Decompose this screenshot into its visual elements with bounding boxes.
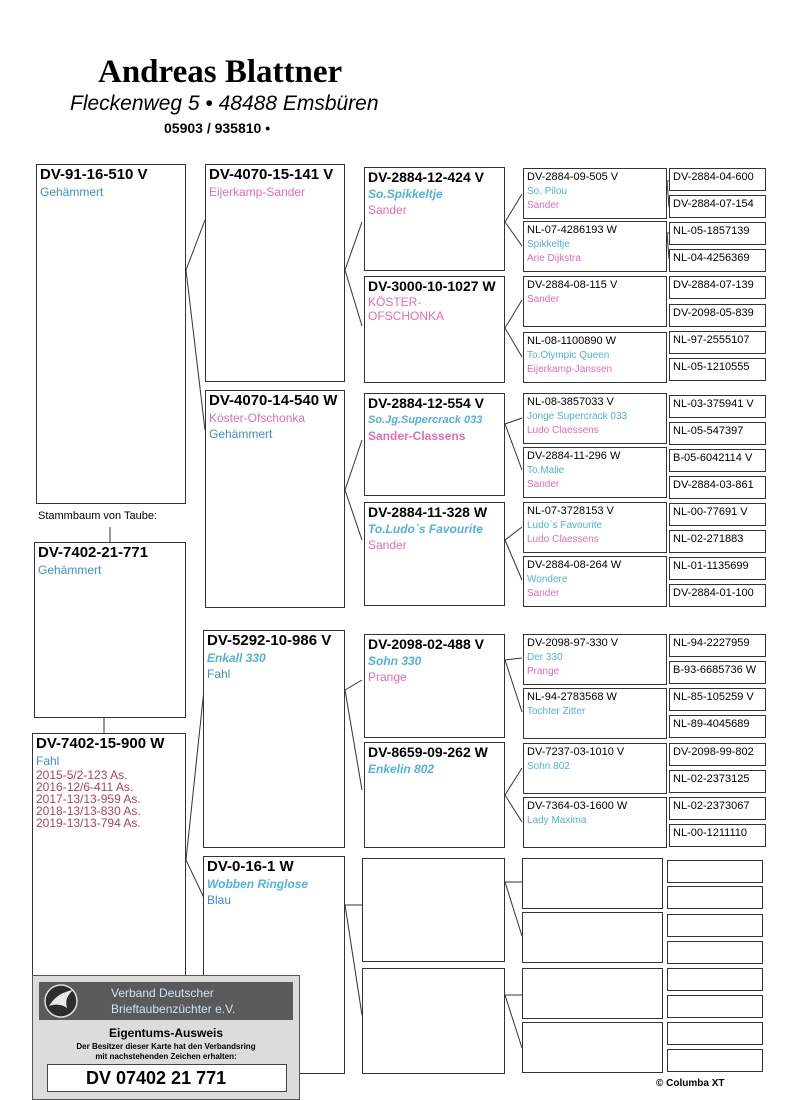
gen4-line: Sander (527, 588, 560, 599)
gen2-line: Enkall 330 (207, 651, 266, 665)
gen5-box[interactable] (669, 358, 766, 381)
gen4-line: To.Malie (527, 465, 565, 476)
gen2-line: Fahl (207, 667, 231, 681)
gen4-box[interactable] (523, 502, 667, 553)
gen5-ring: NL-89-4045689 (673, 718, 750, 730)
gen5-ring: DV-2884-01-100 (673, 587, 754, 599)
gen5-ring: NL-02-2373067 (673, 800, 750, 812)
dam-box[interactable] (32, 733, 186, 978)
dam-result: 2017-13/13-959 As. (36, 792, 141, 806)
gen4-line: Sander (527, 294, 560, 305)
gen3-box[interactable] (364, 742, 505, 848)
breeder-address: Fleckenweg 5 • 48488 Emsbüren (70, 92, 379, 115)
gen4-box[interactable] (523, 743, 667, 794)
gen4-line: Ludo`s Favourite (527, 520, 603, 531)
gen4-line: To.Olympic Queen (527, 350, 610, 361)
gen3-line: Sander (368, 203, 407, 217)
gen5-box[interactable] (669, 530, 766, 553)
gen5-box[interactable] (669, 395, 766, 418)
gen4-line: Sohn 802 (527, 761, 570, 772)
gen2-line: Eijerkamp-Sander (209, 185, 306, 199)
sire-color: Gehämmert (40, 185, 104, 199)
gen4-ring: DV-2884-11-296 W (527, 450, 621, 462)
gen4-box[interactable] (523, 556, 667, 607)
gen4-ring: NL-07-4286193 W (527, 224, 617, 236)
gen4-box[interactable] (522, 858, 663, 909)
gen3-line: Enkelin 802 (368, 762, 435, 776)
gen4-box[interactable] (523, 447, 667, 498)
gen3-box[interactable] (364, 502, 505, 606)
gen5-box[interactable] (667, 886, 763, 909)
gen5-box[interactable] (669, 797, 766, 820)
gen4-line: Ludo Claessens (527, 534, 599, 545)
card-text: mit nachstehenden Zeichen erhalten: (95, 1052, 237, 1061)
gen4-ring: NL-08-3857033 V (527, 396, 614, 408)
gen5-box[interactable] (669, 661, 766, 684)
card-title: Eigentums-Ausweis (108, 1026, 224, 1040)
gen5-box[interactable] (669, 222, 766, 245)
gen5-ring: B-93-6685736 W (673, 664, 757, 676)
gen4-line: Eijerkamp-Janssen (527, 364, 613, 375)
gen3-line: So.Spikkeltje (368, 187, 443, 201)
gen3-box[interactable] (362, 968, 505, 1074)
gen5-ring: NL-85-105259 V (673, 691, 754, 703)
gen5-box[interactable] (669, 688, 766, 711)
gen5-box[interactable] (667, 941, 763, 964)
gen4-box[interactable] (523, 332, 667, 383)
gen3-line: To.Ludo`s Favourite (368, 522, 483, 536)
gen5-ring: NL-02-271883 (673, 533, 744, 545)
gen5-box[interactable] (669, 331, 766, 354)
card-text: Der Besitzer dieser Karte hat den Verbandsring (76, 1042, 256, 1051)
gen3-line: Sander (368, 538, 407, 552)
gen4-line: Wondere (527, 574, 568, 585)
gen5-ring: B-05-6042114 V (673, 452, 753, 464)
gen4-line: Ludo Claessens (527, 425, 599, 436)
gen3-ring: DV-3000-10-1027 W (368, 278, 496, 294)
gen4-line: Lady Maxima (527, 815, 587, 826)
dam-color: Fahl (36, 754, 60, 768)
gen5-ring: DV-2098-99-802 (673, 746, 754, 758)
breeder-phone: 05903 / 935810 • (164, 120, 271, 136)
gen2-line: Köster-Ofschonka (209, 411, 306, 425)
gen2-box[interactable] (205, 164, 345, 382)
gen5-ring: NL-02-2373125 (673, 773, 750, 785)
gen5-ring: NL-05-1210555 (673, 361, 750, 373)
gen5-box[interactable] (669, 715, 766, 738)
gen5-box[interactable] (669, 422, 766, 445)
gen3-ring: DV-2884-12-424 V (368, 169, 484, 185)
gen4-ring (523, 859, 662, 861)
gen5-ring: NL-05-1857139 (673, 225, 750, 237)
gen3-ring: DV-8659-09-262 W (368, 744, 488, 760)
gen5-box[interactable] (669, 584, 766, 607)
gen4-ring: DV-2884-08-264 W (527, 559, 622, 571)
gen3-box[interactable] (362, 858, 505, 962)
gen5-box[interactable] (669, 503, 766, 526)
gen5-box[interactable] (669, 770, 766, 793)
gen4-box[interactable] (523, 797, 667, 848)
gen5-box[interactable] (667, 1049, 763, 1072)
gen5-ring (668, 1050, 762, 1052)
gen5-ring: DV-2884-03-861 (673, 479, 754, 491)
gen5-box[interactable] (667, 968, 763, 991)
subject-color: Gehämmert (38, 563, 102, 577)
pedigree-label: Stammbaum von Taube: (38, 510, 158, 522)
gen4-box[interactable] (523, 688, 667, 739)
gen2-ring: DV-4070-15-141 V (209, 166, 334, 183)
gen5-ring: NL-03-375941 V (673, 398, 754, 410)
gen5-ring: NL-00-77691 V (673, 506, 748, 518)
sire-ring: DV-91-16-510 V (40, 166, 148, 183)
gen5-box[interactable] (667, 914, 763, 937)
gen4-ring (523, 969, 662, 971)
gen4-line: Sander (527, 479, 560, 490)
gen5-box[interactable] (669, 249, 766, 272)
gen4-box[interactable] (523, 634, 667, 685)
gen4-box[interactable] (523, 393, 667, 444)
gen2-line: Blau (207, 893, 232, 907)
gen4-line: Prange (527, 666, 560, 677)
gen5-ring: NL-97-2555107 (673, 334, 750, 346)
gen5-box[interactable] (667, 860, 763, 883)
gen4-box[interactable] (522, 968, 663, 1019)
gen5-box[interactable] (669, 304, 766, 327)
gen2-line: Gehämmert (209, 427, 273, 441)
card-org-line2: Brieftaubenzüchter e.V. (111, 1002, 236, 1016)
gen5-box[interactable] (667, 1022, 763, 1045)
gen4-line: Tochter Zitter (527, 706, 586, 717)
dam-result: 2019-13/13-794 As. (36, 816, 141, 830)
gen4-ring: NL-07-3728153 V (527, 505, 614, 517)
dam-result: 2018-13/13-830 As. (36, 804, 141, 818)
gen2-box[interactable] (205, 390, 345, 608)
gen3-line: Sohn 330 (368, 654, 422, 668)
gen5-ring: DV-2098-05-839 (673, 307, 754, 319)
gen5-ring (668, 915, 762, 917)
gen4-line: Der 330 (527, 652, 563, 663)
gen3-line: OFSCHONKA (368, 309, 445, 323)
gen3-line: Sander-Classens (368, 429, 466, 443)
card-ring-field (47, 1064, 287, 1092)
gen3-line: Prange (368, 670, 407, 684)
gen5-ring (668, 1023, 762, 1025)
gen2-box[interactable] (203, 630, 345, 848)
card-ring-number: DV 07402 21 771 (86, 1068, 227, 1088)
gen2-ring: DV-5292-10-986 V (207, 632, 332, 649)
gen5-box[interactable] (667, 995, 763, 1018)
gen5-box[interactable] (669, 276, 766, 299)
gen5-ring: DV-2884-07-139 (673, 279, 754, 291)
gen3-line: So.Jg.Supercrack 033 (368, 414, 483, 426)
breeder-name: Andreas Blattner (98, 54, 343, 90)
gen4-box[interactable] (523, 221, 667, 272)
gen4-box[interactable] (522, 912, 663, 963)
gen3-ring (363, 969, 504, 971)
gen4-box[interactable] (523, 276, 667, 327)
subject-ring: DV-7402-21-771 (38, 544, 149, 561)
gen5-ring: NL-94-2227959 (673, 637, 750, 649)
gen3-ring: DV-2884-11-328 W (368, 504, 488, 520)
gen5-ring: NL-00-1211110 (673, 827, 747, 839)
gen5-box[interactable] (669, 743, 766, 766)
dam-result: 2015-5/2-123 As. (36, 768, 128, 782)
gen5-box[interactable] (669, 449, 766, 472)
gen5-ring: NL-05-547397 (673, 425, 744, 437)
gen4-box[interactable] (522, 1022, 663, 1073)
gen4-ring (523, 1023, 662, 1025)
dam-result: 2016-12/6-411 As. (36, 780, 134, 794)
gen2-ring: DV-0-16-1 W (207, 858, 294, 875)
gen5-box[interactable] (669, 557, 766, 580)
gen4-line: So. Pilou (527, 186, 568, 197)
gen4-line: Spikkeltje (527, 239, 570, 250)
gen3-ring (363, 859, 504, 861)
gen2-ring: DV-4070-14-540 W (209, 392, 338, 409)
gen4-ring: DV-2884-08-115 V (527, 279, 618, 291)
gen4-ring: DV-2098-97-330 V (527, 637, 619, 649)
gen5-ring: DV-2884-07-154 (673, 198, 754, 210)
gen3-ring: DV-2884-12-554 V (368, 395, 484, 411)
gen5-box[interactable] (669, 824, 766, 847)
dam-ring: DV-7402-15-900 W (36, 735, 165, 752)
gen4-line: Jonge Supercrack 033 (527, 411, 628, 422)
gen5-ring (668, 969, 762, 971)
gen3-box[interactable] (364, 167, 505, 271)
gen4-ring: DV-2884-09-505 V (527, 171, 619, 183)
gen5-ring (668, 861, 762, 863)
gen4-line: Sander (527, 200, 560, 211)
gen3-box[interactable] (364, 634, 505, 738)
gen4-ring: NL-08-1100890 W (527, 335, 617, 347)
gen4-ring (523, 913, 662, 915)
gen5-ring: NL-01-1135699 (673, 560, 749, 572)
gen5-ring (668, 942, 762, 944)
gen5-box[interactable] (669, 476, 766, 499)
footer-copyright: © Columba XT (656, 1078, 725, 1089)
subject-box[interactable] (34, 542, 186, 718)
gen5-box[interactable] (669, 634, 766, 657)
dove-icon (41, 982, 81, 1020)
gen4-ring: NL-94-2783568 W (527, 691, 617, 703)
gen5-ring (668, 996, 762, 998)
sire-box[interactable] (36, 164, 186, 504)
gen5-ring: NL-04-4256369 (673, 252, 750, 264)
gen3-line: KÖSTER- (368, 295, 422, 309)
gen3-box[interactable] (364, 393, 505, 496)
gen5-box[interactable] (669, 168, 766, 191)
gen4-ring: DV-7237-03-1010 V (527, 746, 625, 758)
card-org-line1: Verband Deutscher (111, 986, 214, 1000)
gen4-box[interactable] (523, 168, 667, 219)
gen5-ring (668, 887, 762, 889)
gen4-line: Arie Dijkstra (527, 253, 581, 264)
gen5-box[interactable] (669, 195, 766, 218)
gen2-line: Wobben Ringlose (207, 877, 309, 891)
gen4-ring: DV-7364-03-1600 W (527, 800, 628, 812)
gen3-box[interactable] (364, 276, 505, 383)
ownership-card (32, 975, 300, 1100)
gen3-ring: DV-2098-02-488 V (368, 636, 484, 652)
gen5-ring: DV-2884-04-600 (673, 171, 754, 183)
